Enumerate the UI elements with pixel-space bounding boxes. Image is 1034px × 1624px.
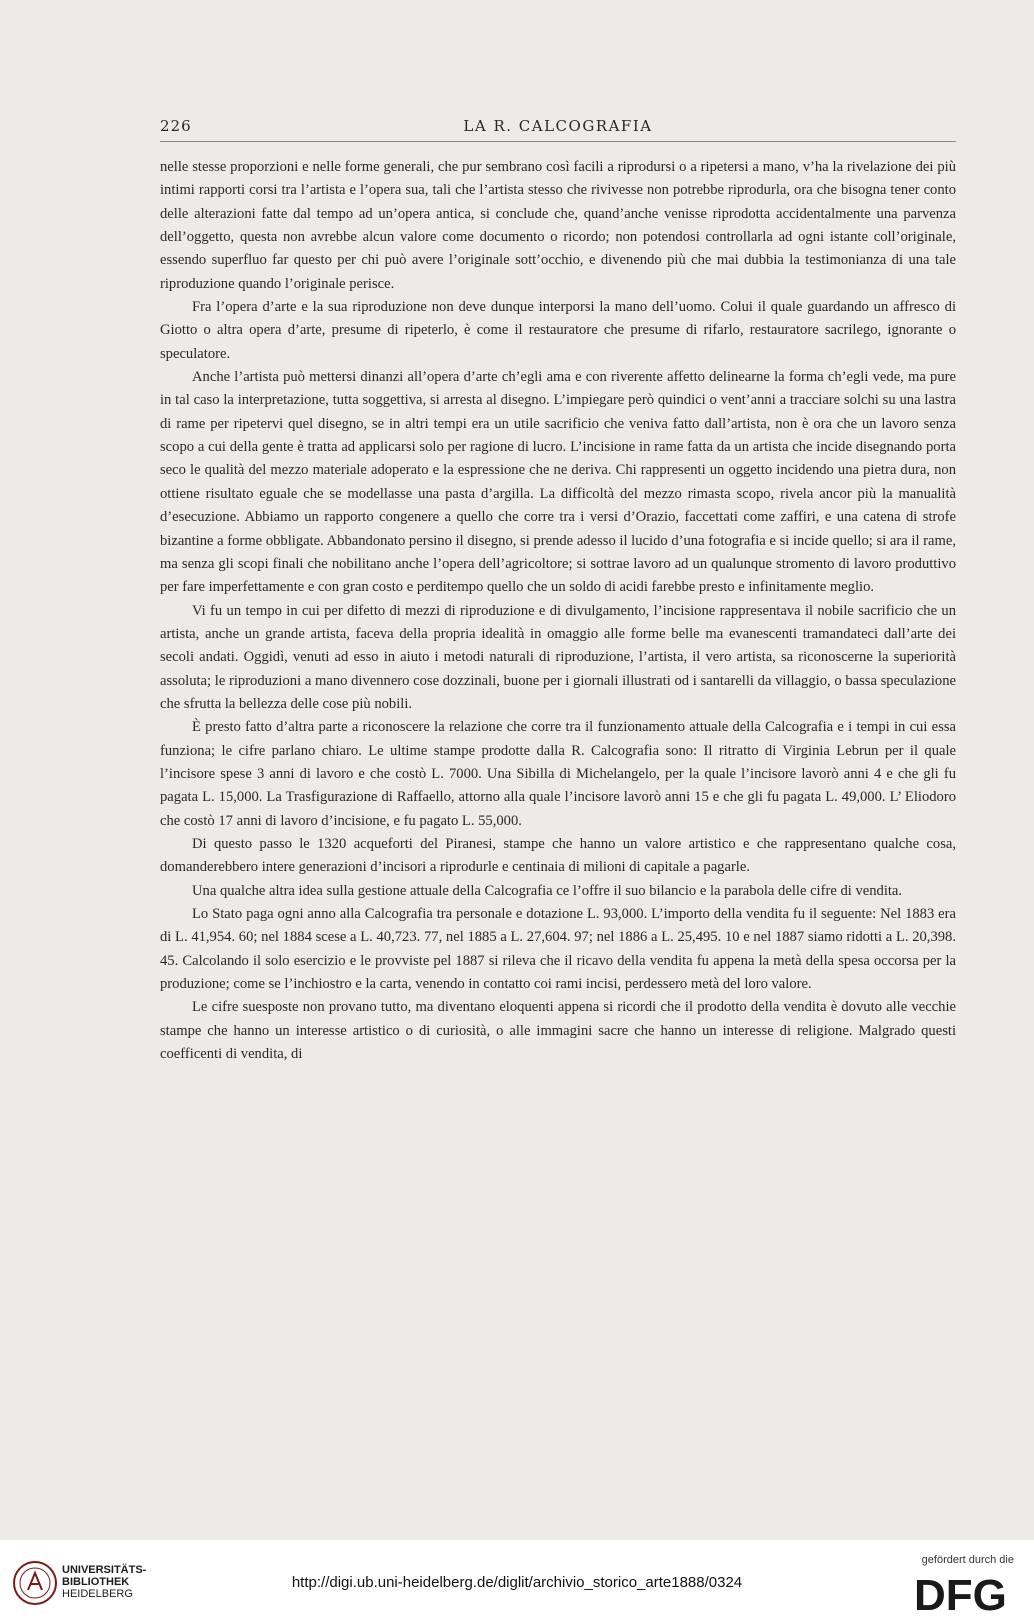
dfg-logo [912,1570,1018,1616]
source-url-link[interactable]: http://digi.ub.uni-heidelberg.de/diglit/archivio_storico_arte1888/0324 [291,1574,743,1591]
library-name-line: UNIVERSITÄTS- [62,1564,147,1576]
library-name-line: BIBLIOTHEK [62,1576,130,1588]
paragraph: Lo Stato paga ogni anno alla Calcografia tra personale e dotazione L. 93,000. L’importo della vendita fu il seguente: Nel 1883 era di L. 41,954. 60; nel 1884 scese a L. 40,723. 77, nel 1885 a L. 27,604. 97; nel 1886 a L. 25,495. 10 e nel 1887 siamo ridotti a L. 20,398. 45. Calcolando il solo esercizio e le provviste pel 1887 si rileva che il ricavo della vendita fu appena la metà della spesa occorsa per la produzione; come se l’inchiostro e la carta, venendo in contatto coi rami incisi, perdessero metà del loro valore. [160,906,956,993]
library-name-line: HEIDELBERG [62,1588,133,1600]
funding-note: gefördert durch die [921,1554,1014,1566]
paragraph: È presto fatto d’altra parte a riconoscere la relazione che corre tra il funzionamento attuale della Calcografia e i tempi in cui essa funziona; le cifre parlano chiaro. Le ultime stampe prodotte dalla R. Calcografia sono: Il ritratto di Virginia Lebrun per il quale l’incisore spese 3 anni di lavoro e che costò L. 7000. Una Sibilla di Michelangelo, per la quale l’incisore lavorò anni 4 e che gli fu pagata L. 15,000. La Trasfigurazione di Raffaello, attorno alla quale l’incisore lavorò anni 15 e che gli fu pagata L. 49,000. L’ Eliodoro che costò 17 anni di lavoro d’incisione, e fu pagato L. 55,000. [160,719,956,829]
digitization-footer [0,1540,1034,1624]
running-title: LA R. CALCOGRAFIA [463,117,653,135]
paragraph: Le cifre suesposte non provano tutto, ma diventano eloquenti appena si ricordi che il prodotto della vendita è dovuto alle vecchie stampe che hanno un interesse artistico o di curiosità, o alle immagini sacre che hanno un interesse di religione. Malgrado questi coefficenti di vendita, di [160,999,956,1063]
page-number: 226 [160,117,192,135]
paragraph: Di questo passo le 1320 acqueforti del Piranesi, stampe che hanno un valore artistico e che rappresentano qualche cosa, domanderebbero intere generazioni d’incisori a riprodurle e centinaia di milioni di capitale a pagarle. [160,835,956,876]
dfg-logo-text: DFG [914,1571,1007,1616]
paragraph: Vi fu un tempo in cui per difetto di mezzi di riproduzione e di divulgamento, l’incisione rappresentava il nobile sacrificio che un artista, anche un grande artista, faceva della propria idealità in omaggio alle forme belle ma evanescenti tramandateci dall’arte dei secoli andati. Oggidì, venuti ad esso in aiuto i metodi naturali di riproduzione, l’artista, il vero artista, sa riconoscerne la superiorità assoluta; le riproduzioni a mano divennero cose dozzinali, buone per i giornali illustrati od i santarelli da villaggio, o bassa speculazione che sfrutta la bellezza delle cose più nobili. [160,602,956,712]
body-text [160,156,956,1066]
paragraph: nelle stesse proporzioni e nelle forme generali, che pur sembrano così facili a riprodursi o a ripetersi a mano, v’ha la rivelazione dei più intimi rapporti corsi tra l’artista e l’opera sua, tali che l’artista stesso che rivivesse non potrebbe riprodurla, ora che bisogna tener conto delle alterazioni fatte dal tempo ad un’opera antica, si conclude che, quand’anche venisse riprodotta accidentalmente una parvenza dell’oggetto, questa non avrebbe alcun valore come documento o ricordo; non potendosi controllarla ad ogni istante coll’originale, essendo superfluo far questo per chi può avere l’originale sott’occhio, e divenendo più che mai dubbia la testimonianza di una tale riproduzione quando l’originale perisce. [160,159,956,292]
paragraph: Anche l’artista può mettersi dinanzi all’opera d’arte ch’egli ama e con riverente affetto delinearne la forma ch’egli vede, ma pure in tal caso la interpretazione, tutta soggettiva, si arresta al disegno. L’impiegare però quindici o vent’anni a tracciare solchi su una lastra di rame per ripetervi quel disegno, se in altri tempi era un utile sacrificio che veniva fatto dall’artista, non è ora che un lavoro senza scopo a cui della gente è tratta ad applicarsi solo per ragione di lucro. L’incisione in rame fatta da un artista che incide disegnando porta seco le qualità del mezzo materiale adoperato e la espressione che ne deriva. Chi rappresenti un oggetto incidendo una pietra dura, non ottiene risultato eguale che se modellasse una pasta d’argilla. La difficoltà del mezzo rimasta scopo, rivela ancor più la manualità d’esecuzione. Abbiamo un rapporto congenere a quello che corre tra i versi d’Orazio, faccettati come zaffiri, e una catena di strofe bizantine a forme obbligate. Abbandonato persino il disegno, si prende adesso il lucido d’una fotografia e si incide quello; si ara il rame, ma senza gli scopi finali che nobilitano anche l’opera dell’agricoltore; si sottrae lavoro ad un qualunque stromento di lavoro produttivo per fare imperfettamente e con gran costo e perditempo quello che un soldo di acidi farebbe presto e infinitamente meglio. [160,369,956,596]
paragraph: Una qualche altra idea sulla gestione attuale della Calcografia ce l’offre il suo bilancio e la parabola delle cifre di vendita. [192,882,903,899]
page-header [160,117,956,142]
paragraph: Fra l’opera d’arte e la sua riproduzione non deve dunque interporsi la mano dell’uomo. Colui il quale guardando un affresco di Giotto o altra opera d’arte, presume di ripeterlo, è come il restauratore che presume di rifarlo, restauratore sacrilego, ignorante o speculatore. [160,299,956,362]
